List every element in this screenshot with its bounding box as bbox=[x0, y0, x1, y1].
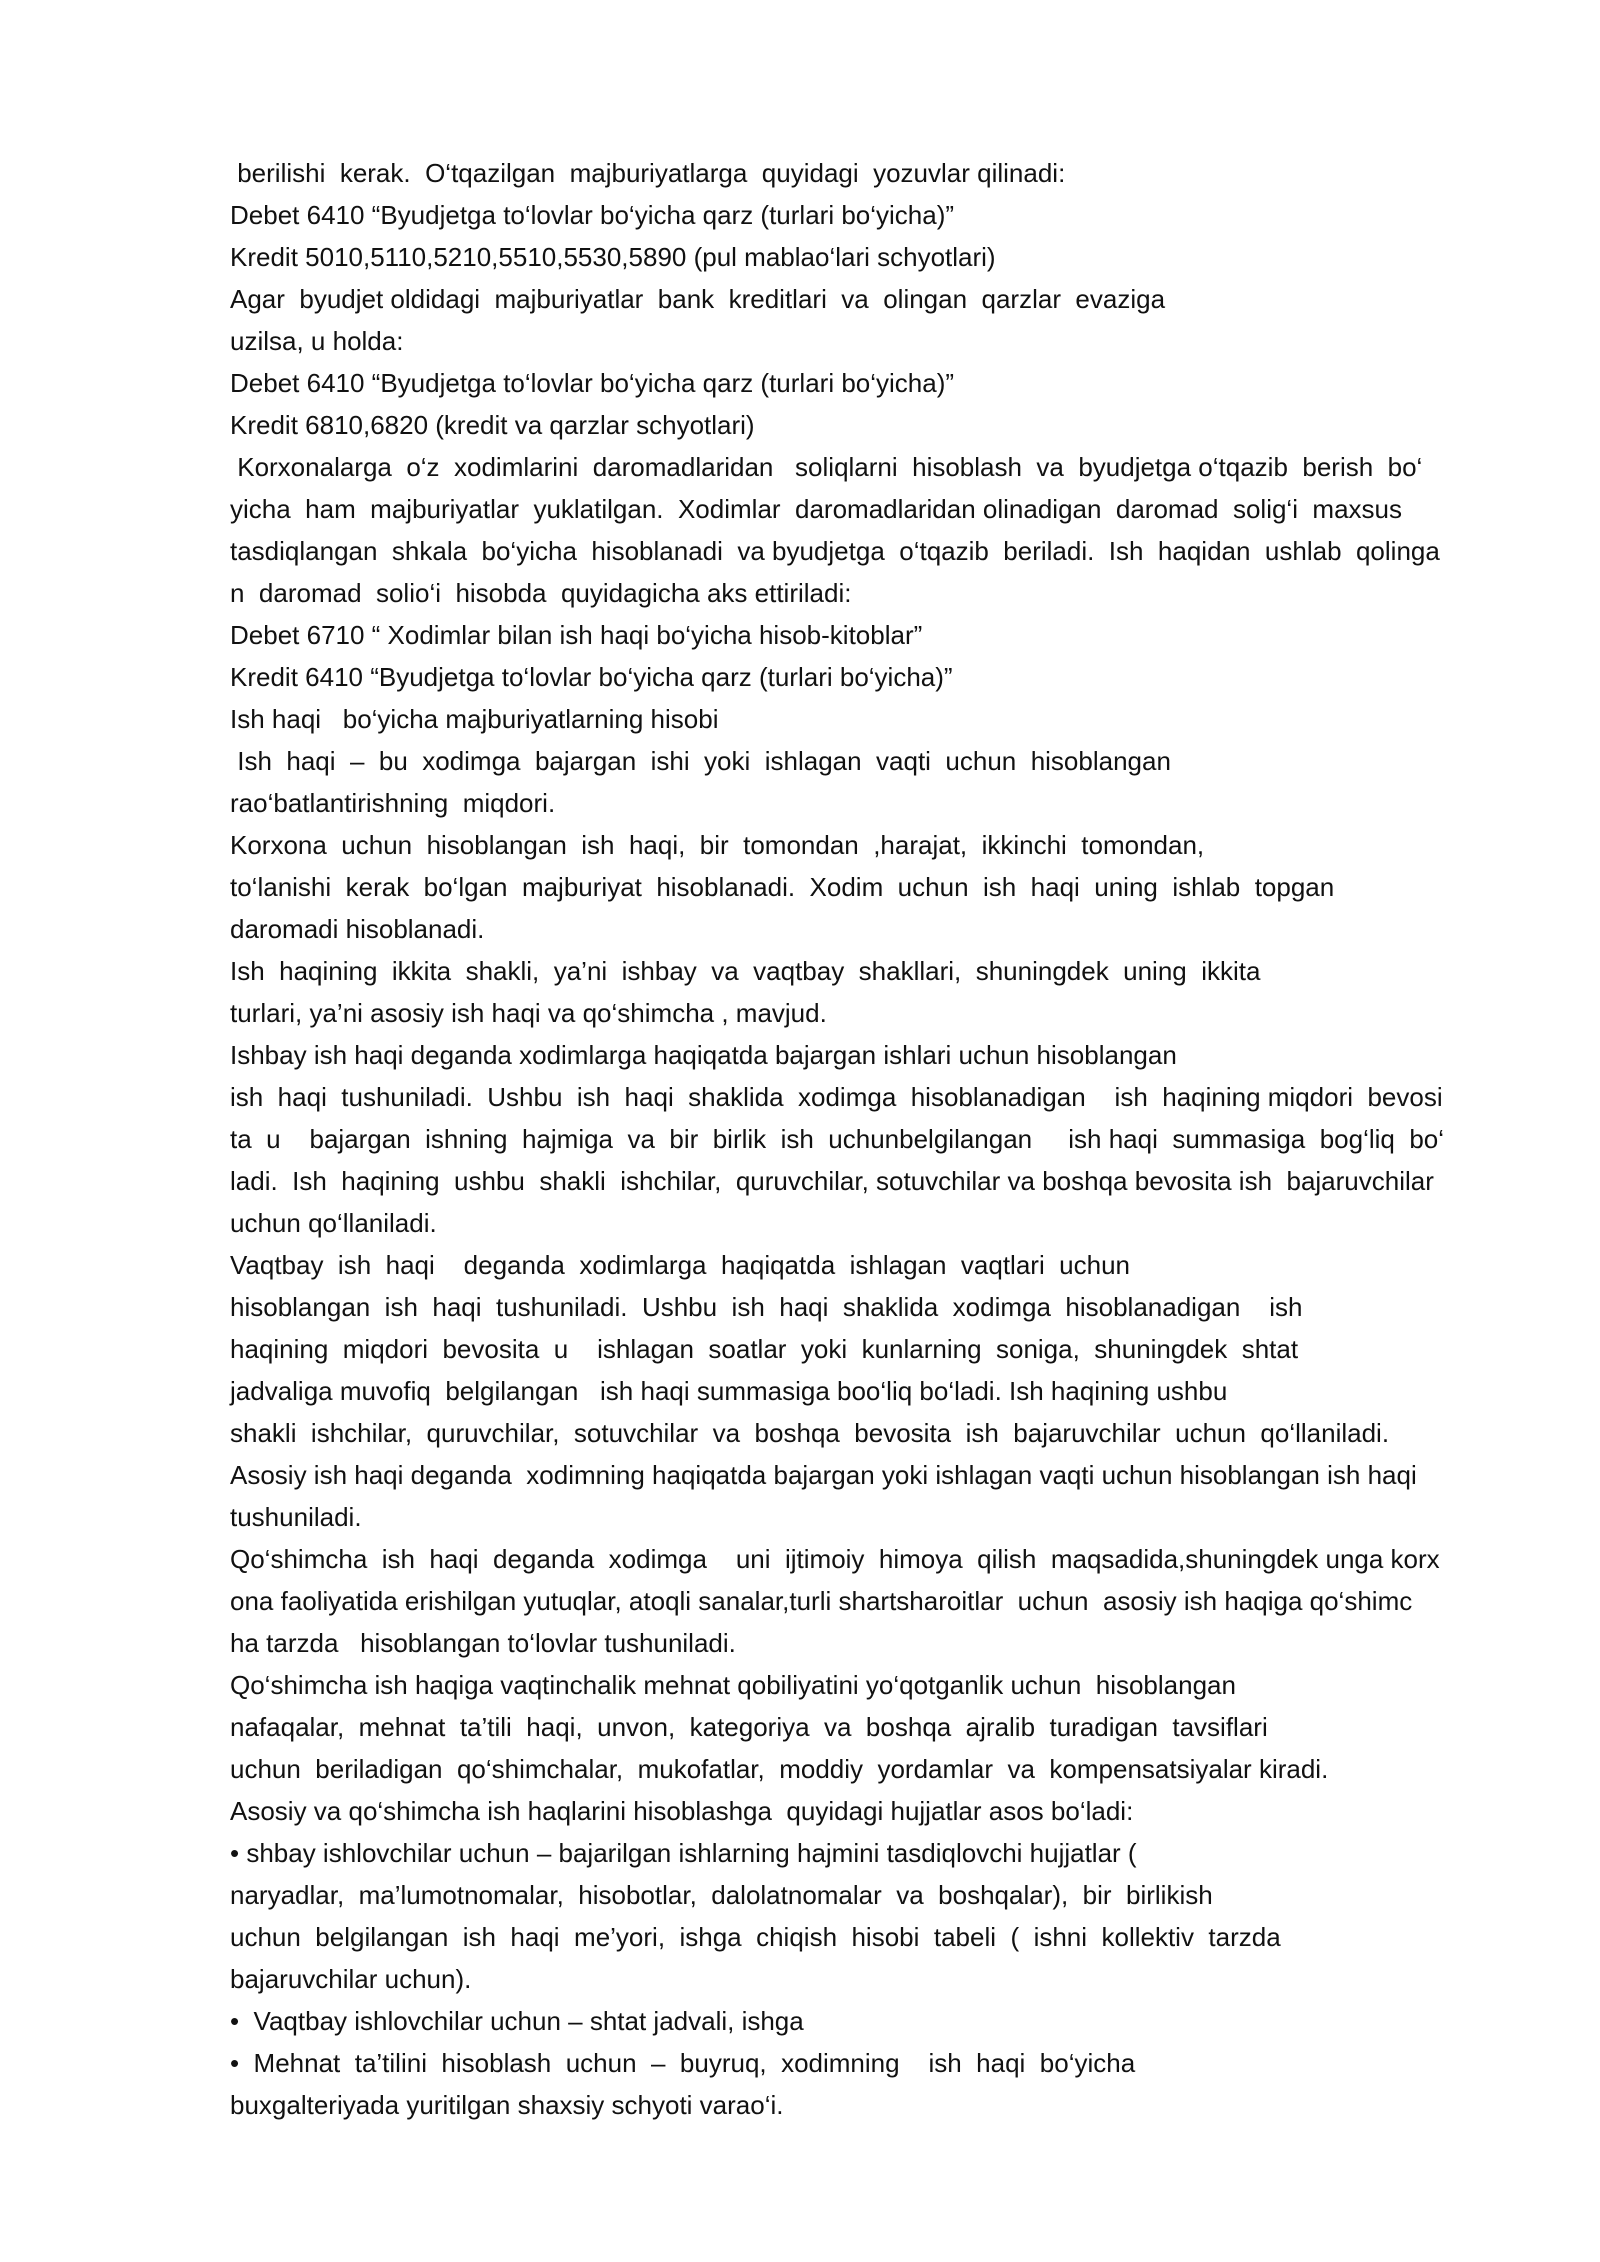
text-line: naryadlar, ma’lumotnomalar, hisobotlar, dalolatnomalar va boshqalar), bir birlikish bbox=[230, 1880, 1213, 1910]
text-line: Qo‘shimcha ish haqiga vaqtinchalik mehnat qobiliyatini yo‘qotganlik uchun hisoblangan bbox=[230, 1670, 1236, 1700]
text-line: berilishi kerak. O‘tqazilgan majburiyatlarga quyidagi yozuvlar qilinadi: bbox=[230, 158, 1066, 188]
text-line: daromadi hisoblanadi. bbox=[230, 914, 485, 944]
text-line: Ishbay ish haqi deganda xodimlarga haqiqatda bajargan ishlari uchun hisoblangan bbox=[230, 1040, 1177, 1070]
section-heading: Ish haqi bo‘yicha majburiyatlarning hisobi bbox=[230, 704, 719, 734]
text-line: uchun belgilangan ish haqi me’yori, ishga chiqish hisobi tabeli ( ishni kollektiv tarzda bbox=[230, 1922, 1281, 1952]
bullet-item: • shbay ishlovchilar uchun – bajarilgan ishlarning hajmini tasdiqlovchi hujjatlar ( bbox=[230, 1838, 1137, 1868]
text-line: shakli ishchilar, quruvchilar, sotuvchilar va boshqa bevosita ish bajaruvchilar uchun qo‘llaniladi. bbox=[230, 1418, 1390, 1448]
text-line: ona faoliyatida erishilgan yutuqlar, atoqli sanalar,turli shartsharoitlar uchun asosiy ish haqiga qo‘shimc bbox=[230, 1586, 1413, 1616]
text-line: uzilsa, u holda: bbox=[230, 326, 404, 356]
text-line: Debet 6410 “Byudjetga to‘lovlar bo‘yicha qarz (turlari bo‘yicha)” bbox=[230, 368, 955, 398]
text-line: Ish haqining ikkita shakli, ya’ni ishbay va vaqtbay shakllari, shuningdek uning ikkita bbox=[230, 956, 1261, 986]
text-line: uchun beriladigan qo‘shimchalar, mukofatlar, moddiy yordamlar va kompensatsiyalar kiradi. bbox=[230, 1754, 1329, 1784]
text-line: buxgalteriyada yuritilgan shaxsiy schyoti varao‘i. bbox=[230, 2090, 784, 2120]
text-line: n daromad solio‘i hisobda quyidagicha aks ettiriladi: bbox=[230, 578, 852, 608]
text-line: yicha ham majburiyatlar yuklatilgan. Xodimlar daromadlaridan olinadigan daromad solig‘i maxsus bbox=[230, 494, 1403, 524]
text-line: ladi. Ish haqining ushbu shakli ishchilar, quruvchilar, sotuvchilar va boshqa bevosita ish bajaruvchilar bbox=[230, 1166, 1434, 1196]
text-line: Korxona uchun hisoblangan ish haqi, bir tomondan ,harajat, ikkinchi tomondan, bbox=[230, 830, 1205, 860]
text-line: tushuniladi. bbox=[230, 1502, 362, 1532]
text-line: Vaqtbay ish haqi deganda xodimlarga haqiqatda ishlagan vaqtlari uchun bbox=[230, 1250, 1131, 1280]
text-line: Kredit 6810,6820 (kredit va qarzlar schyotlari) bbox=[230, 410, 755, 440]
text-line: Qo‘shimcha ish haqi deganda xodimga uni ijtimoiy himoya qilish maqsadida,shuningdek unga korx bbox=[230, 1544, 1440, 1574]
text-line: ta u bajargan ishning hajmiga va bir birlik ish uchunbelgilangan ish haqi summasiga bog‘liq bo‘ bbox=[230, 1124, 1445, 1154]
text-line: tasdiqlangan shkala bo‘yicha hisoblanadi va byudjetga o‘tqazib beriladi. Ish haqidan ushlab qolinga bbox=[230, 536, 1440, 566]
bullet-item: • Vaqtbay ishlovchilar uchun – shtat jadvali, ishga bbox=[230, 2006, 804, 2036]
text-line: to‘lanishi kerak bo‘lgan majburiyat hisoblanadi. Xodim uchun ish haqi uning ishlab topgan bbox=[230, 872, 1335, 902]
text-line: Korxonalarga o‘z xodimlarini daromadlaridan soliqlarni hisoblash va byudjetga o‘tqazib berish bo‘ bbox=[230, 452, 1423, 482]
text-line: Agar byudjet oldidagi majburiyatlar bank kreditlari va olingan qarzlar evaziga bbox=[230, 284, 1166, 314]
text-line: uchun qo‘llaniladi. bbox=[230, 1208, 437, 1238]
text-line: ha tarzda hisoblangan to‘lovlar tushuniladi. bbox=[230, 1628, 736, 1658]
text-line: jadvaliga muvofiq belgilangan ish haqi summasiga boo‘liq bo‘ladi. Ish haqining ushbu bbox=[230, 1376, 1228, 1406]
text-line: Ish haqi – bu xodimga bajargan ishi yoki ishlagan vaqti uchun hisoblangan bbox=[230, 746, 1171, 776]
text-line: Kredit 5010,5110,5210,5510,5530,5890 (pul mablao‘lari schyotlari) bbox=[230, 242, 996, 272]
document-page bbox=[230, 152, 1490, 2126]
text-line: bajaruvchilar uchun). bbox=[230, 1964, 472, 1994]
text-line: Debet 6410 “Byudjetga to‘lovlar bo‘yicha qarz (turlari bo‘yicha)” bbox=[230, 200, 955, 230]
text-line: Debet 6710 “ Xodimlar bilan ish haqi bo‘yicha hisob-kitoblar” bbox=[230, 620, 923, 650]
text-line: hisoblangan ish haqi tushuniladi. Ushbu ish haqi shaklida xodimga hisoblanadigan ish bbox=[230, 1292, 1303, 1322]
text-line: turlari, ya’ni asosiy ish haqi va qo‘shimcha , mavjud. bbox=[230, 998, 827, 1028]
text-line: rao‘batlantirishning miqdori. bbox=[230, 788, 556, 818]
text-line: ish haqi tushuniladi. Ushbu ish haqi shaklida xodimga hisoblanadigan ish haqining miqdori bevosi bbox=[230, 1082, 1443, 1112]
bullet-item: • Mehnat ta’tilini hisoblash uchun – buyruq, xodimning ish haqi bo‘yicha bbox=[230, 2048, 1136, 2078]
text-line: nafaqalar, mehnat ta’tili haqi, unvon, kategoriya va boshqa ajralib turadigan tavsiflari bbox=[230, 1712, 1268, 1742]
text-line: Asosiy va qo‘shimcha ish haqlarini hisoblashga quyidagi hujjatlar asos bo‘ladi: bbox=[230, 1796, 1134, 1826]
text-line: Asosiy ish haqi deganda xodimning haqiqatda bajargan yoki ishlagan vaqti uchun hisoblangan ish haqi bbox=[230, 1460, 1417, 1490]
text-line: Kredit 6410 “Byudjetga to‘lovlar bo‘yicha qarz (turlari bo‘yicha)” bbox=[230, 662, 953, 692]
text-line: haqining miqdori bevosita u ishlagan soatlar yoki kunlarning soniga, shuningdek shtat bbox=[230, 1334, 1299, 1364]
